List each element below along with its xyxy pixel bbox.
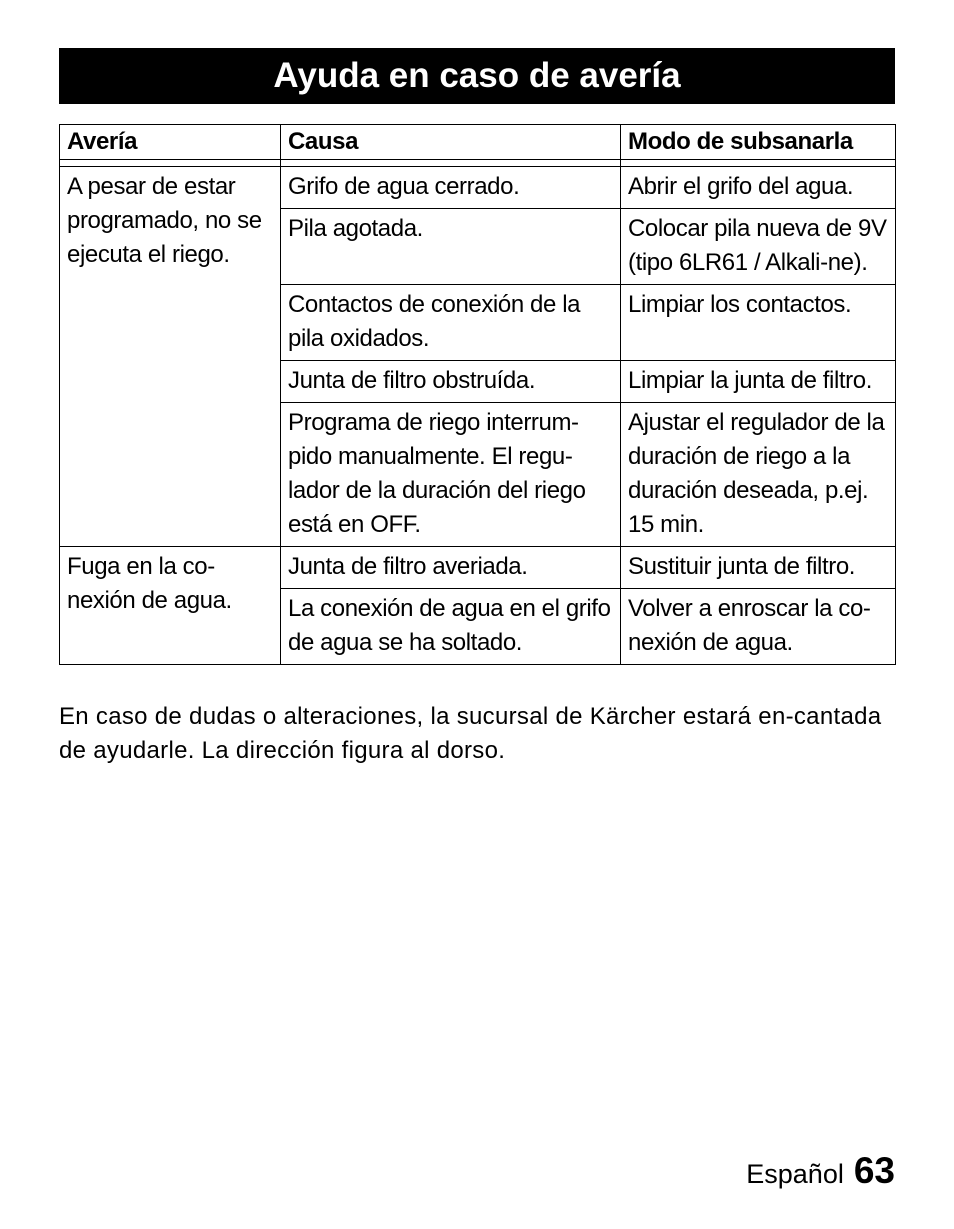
- cause-cell: Junta de filtro averiada.: [281, 547, 621, 589]
- language-label: Español: [746, 1159, 844, 1189]
- cause-cell: Programa de riego interrum-pido manualmente. El regu-lador de la duración del riego está en OFF.: [281, 403, 621, 547]
- header-remedy: Modo de subsanarla: [621, 125, 896, 160]
- cause-cell: Grifo de agua cerrado.: [281, 167, 621, 209]
- page-footer: [746, 1150, 895, 1192]
- support-note: En caso de dudas o alteraciones, la sucursal de Kärcher estará en-cantada de ayudarle. La dirección figura al dorso.: [59, 703, 882, 764]
- header-spacer-row: [60, 160, 896, 167]
- remedy-cell: Abrir el grifo del agua.: [621, 167, 896, 209]
- table-row: [60, 167, 896, 209]
- table-header-row: [60, 125, 896, 160]
- page-title: Ayuda en caso de avería: [59, 48, 895, 104]
- cause-cell: Pila agotada.: [281, 209, 621, 285]
- cause-cell: La conexión de agua en el grifo de agua se ha soltado.: [281, 589, 621, 665]
- table-row: [60, 547, 896, 589]
- cause-cell: Contactos de conexión de la pila oxidados.: [281, 285, 621, 361]
- troubleshooting-table: [59, 124, 896, 665]
- remedy-cell: Sustituir junta de filtro.: [621, 547, 896, 589]
- remedy-cell: Ajustar el regulador de la duración de riego a la duración deseada, p.ej. 15 min.: [621, 403, 896, 547]
- remedy-cell: Limpiar los contactos.: [621, 285, 896, 361]
- fault-cell: A pesar de estar programado, no se ejecuta el riego.: [60, 167, 281, 547]
- remedy-cell: Limpiar la junta de filtro.: [621, 361, 896, 403]
- page-number: 63: [853, 1150, 895, 1191]
- header-cause: Causa: [281, 125, 621, 160]
- cause-cell: Junta de filtro obstruída.: [281, 361, 621, 403]
- remedy-cell: Volver a enroscar la co-nexión de agua.: [621, 589, 896, 665]
- fault-cell: Fuga en la co-nexión de agua.: [60, 547, 281, 665]
- header-fault: Avería: [60, 125, 281, 160]
- remedy-cell: Colocar pila nueva de 9V (tipo 6LR61 / Alkali-ne).: [621, 209, 896, 285]
